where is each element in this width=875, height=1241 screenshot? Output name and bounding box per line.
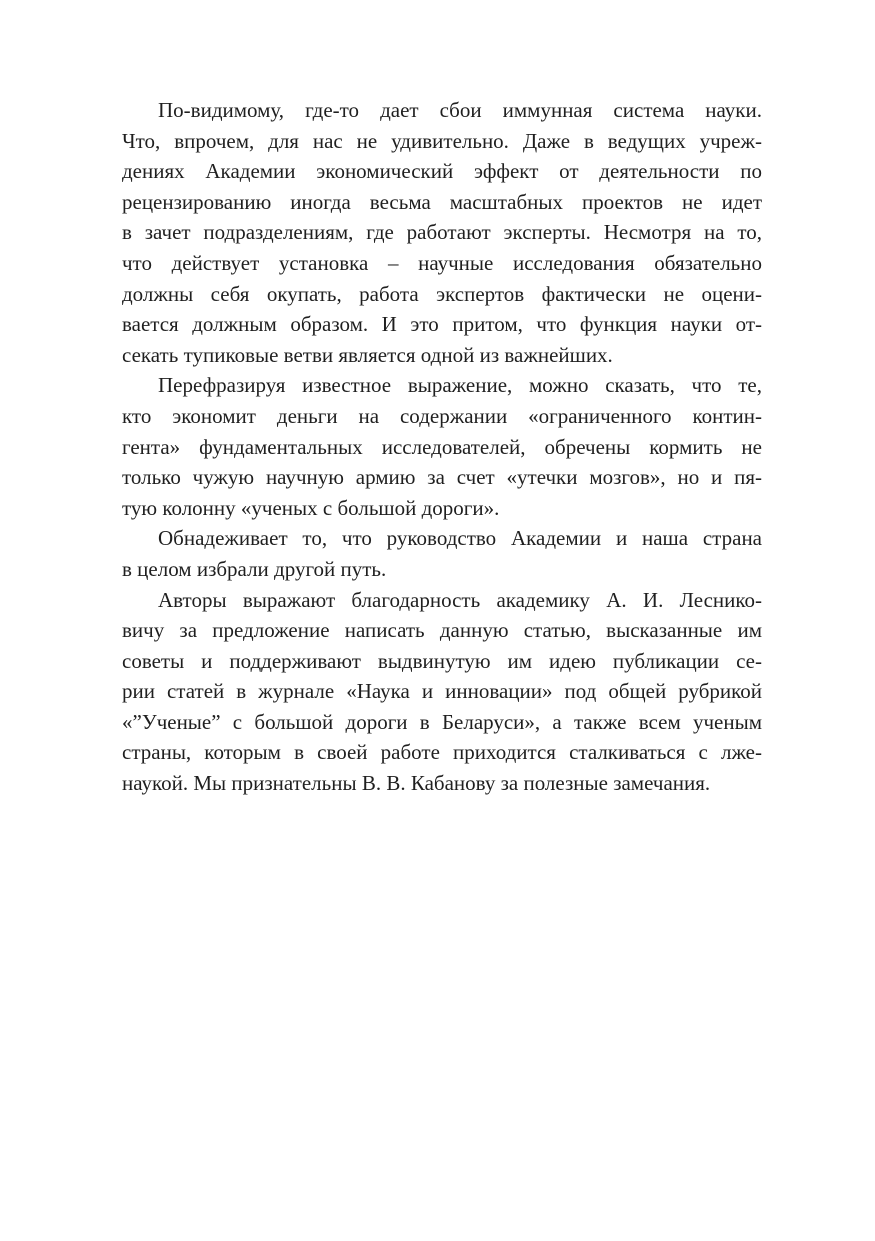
- text-line: Обнадеживает то, что руководство Академии и наша страна: [158, 526, 762, 551]
- text-line: только чужую научную армию за счет «утечки мозгов», но и пя-: [122, 465, 762, 490]
- text-line: страны, которым в своей работе приходится сталкиваться с лже-: [122, 740, 762, 765]
- text-line: Авторы выражают благодарность академику А. И. Леснико-: [158, 587, 762, 612]
- text-line: Перефразируя известное выражение, можно сказать, что те,: [158, 373, 762, 398]
- text-line: вается должным образом. И это притом, что функция науки от-: [122, 312, 762, 337]
- text-line: Что, впрочем, для нас не удивительно. Даже в ведущих учреж-: [122, 128, 762, 153]
- text-line: что действует установка – научные исследования обязательно: [122, 250, 762, 275]
- text-line: в целом избрали другой путь.: [122, 556, 387, 581]
- text-line: наукой. Мы признательны В. В. Кабанову за полезные замечания.: [122, 771, 711, 796]
- text-line: рии статей в журнале «Наука и инновации» под общей рубрикой: [122, 679, 762, 704]
- text-line: секать тупиковые ветви является одной из важнейших.: [122, 342, 613, 367]
- text-line: советы и поддерживают выдвинутую им идею публикации се-: [122, 648, 762, 673]
- document-body: [122, 95, 762, 799]
- text-line: «”Ученые” с большой дороги в Беларуси», а также всем ученым: [122, 709, 762, 734]
- text-line: По-видимому, где-то дает сбои иммунная система науки.: [158, 98, 762, 122]
- text-line: дениях Академии экономический эффект от деятельности по: [122, 159, 762, 184]
- text-line: гента» фундаментальных исследователей, обречены кормить не: [122, 434, 762, 459]
- text-line: вичу за предложение написать данную статью, высказанные им: [122, 618, 762, 643]
- paragraph: [122, 585, 762, 799]
- paragraph: [122, 370, 762, 523]
- paragraph: [122, 523, 762, 584]
- text-line: тую колонну «ученых с большой дороги».: [122, 495, 500, 520]
- text-line: должны себя окупать, работа экспертов фактически не оцени-: [122, 281, 762, 306]
- text-line: в зачет подразделениям, где работают эксперты. Несмотря на то,: [122, 220, 762, 245]
- text-line: рецензированию иногда весьма масштабных проектов не идет: [122, 189, 762, 214]
- paragraph: [122, 95, 762, 370]
- text-line: кто экономит деньги на содержании «ограниченного контин-: [122, 403, 762, 428]
